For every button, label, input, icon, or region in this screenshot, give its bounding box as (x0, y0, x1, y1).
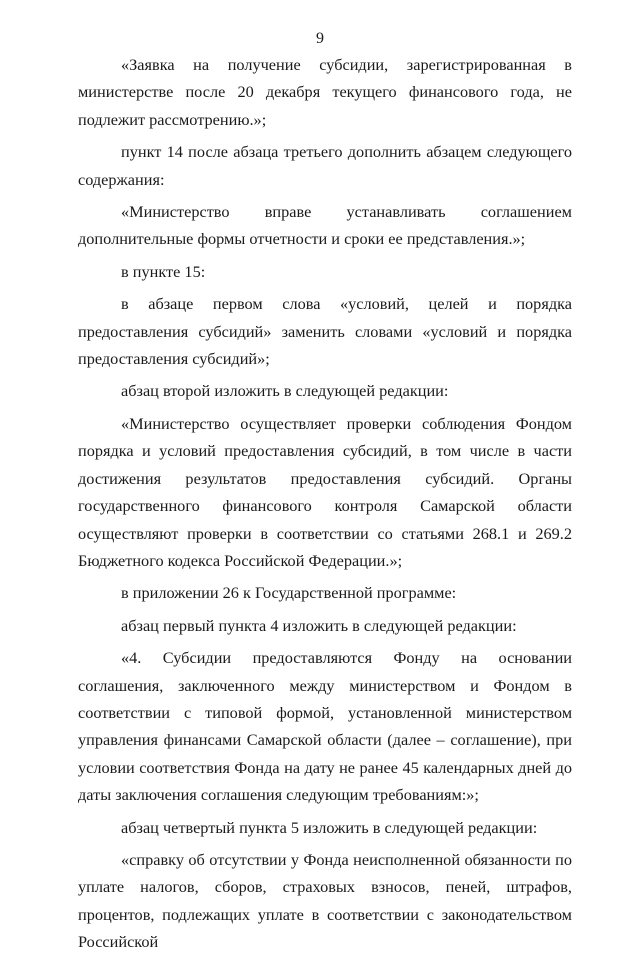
paragraph-first-abzac-replace: в абзаце первом слова «условий, целей и порядка предоставления субсидий» заменить словами «условий и порядка предоставления субсидий»; (78, 294, 572, 369)
paragraph-second-abzac: абзац второй изложить в следующей редакции: (121, 381, 449, 401)
document-body (78, 51, 572, 956)
paragraph-reporting-forms: «Министерство вправе устанавливать соглашением дополнительные формы отчетности и сроки ее представления.»; (78, 202, 572, 249)
paragraph-item-5-fourth-abzac: абзац четвертый пункта 5 изложить в следующей редакции: (121, 817, 538, 837)
paragraph-appendix-26: в приложении 26 к Государственной программе: (121, 583, 457, 603)
paragraph-subsidies-provided: «4. Субсидии предоставляются Фонду на основании соглашения, заключенного между министерством и Фондом в соответствии с типовой формой, установленной министерством управления финансами Самарской области (далее – соглашение), при условии соответствия Фонда на дату не ранее 45 календарных дней до даты заключения соглашения следующим требованиям:»; (78, 648, 572, 805)
paragraph-application-rejection: «Заявка на получение субсидии, зарегистрированная в министерстве после 20 декабря текущего финансового года, не подлежит рассмотрению.»; (78, 55, 572, 129)
paragraph-tax-certificate: «справку об отсутствии у Фонда неисполненной обязанности по уплате налогов, сборов, страховых взносов, пеней, штрафов, процентов, подлежащих уплате в соответствии с законодательством Российской (78, 849, 572, 952)
paragraph-item-4-first-abzac: абзац первый пункта 4 изложить в следующей редакции: (121, 615, 517, 635)
paragraph-item-14: пункт 14 после абзаца третьего дополнить абзацем следующего содержания: (78, 142, 572, 189)
paragraph-ministry-checks: «Министерство осуществляет проверки соблюдения Фондом порядка и условий предоставления субсидий, в том числе в части достижения результатов предоставления субсидий. Органы государственного финансового контроля Самарской области осуществляют проверки в соответствии со статьями 268.1 и 269.2 Бюджетного кодекса Российской Федерации.»; (78, 413, 572, 570)
page-number: 9 (316, 30, 324, 47)
paragraph-item-15: в пункте 15: (121, 261, 206, 281)
